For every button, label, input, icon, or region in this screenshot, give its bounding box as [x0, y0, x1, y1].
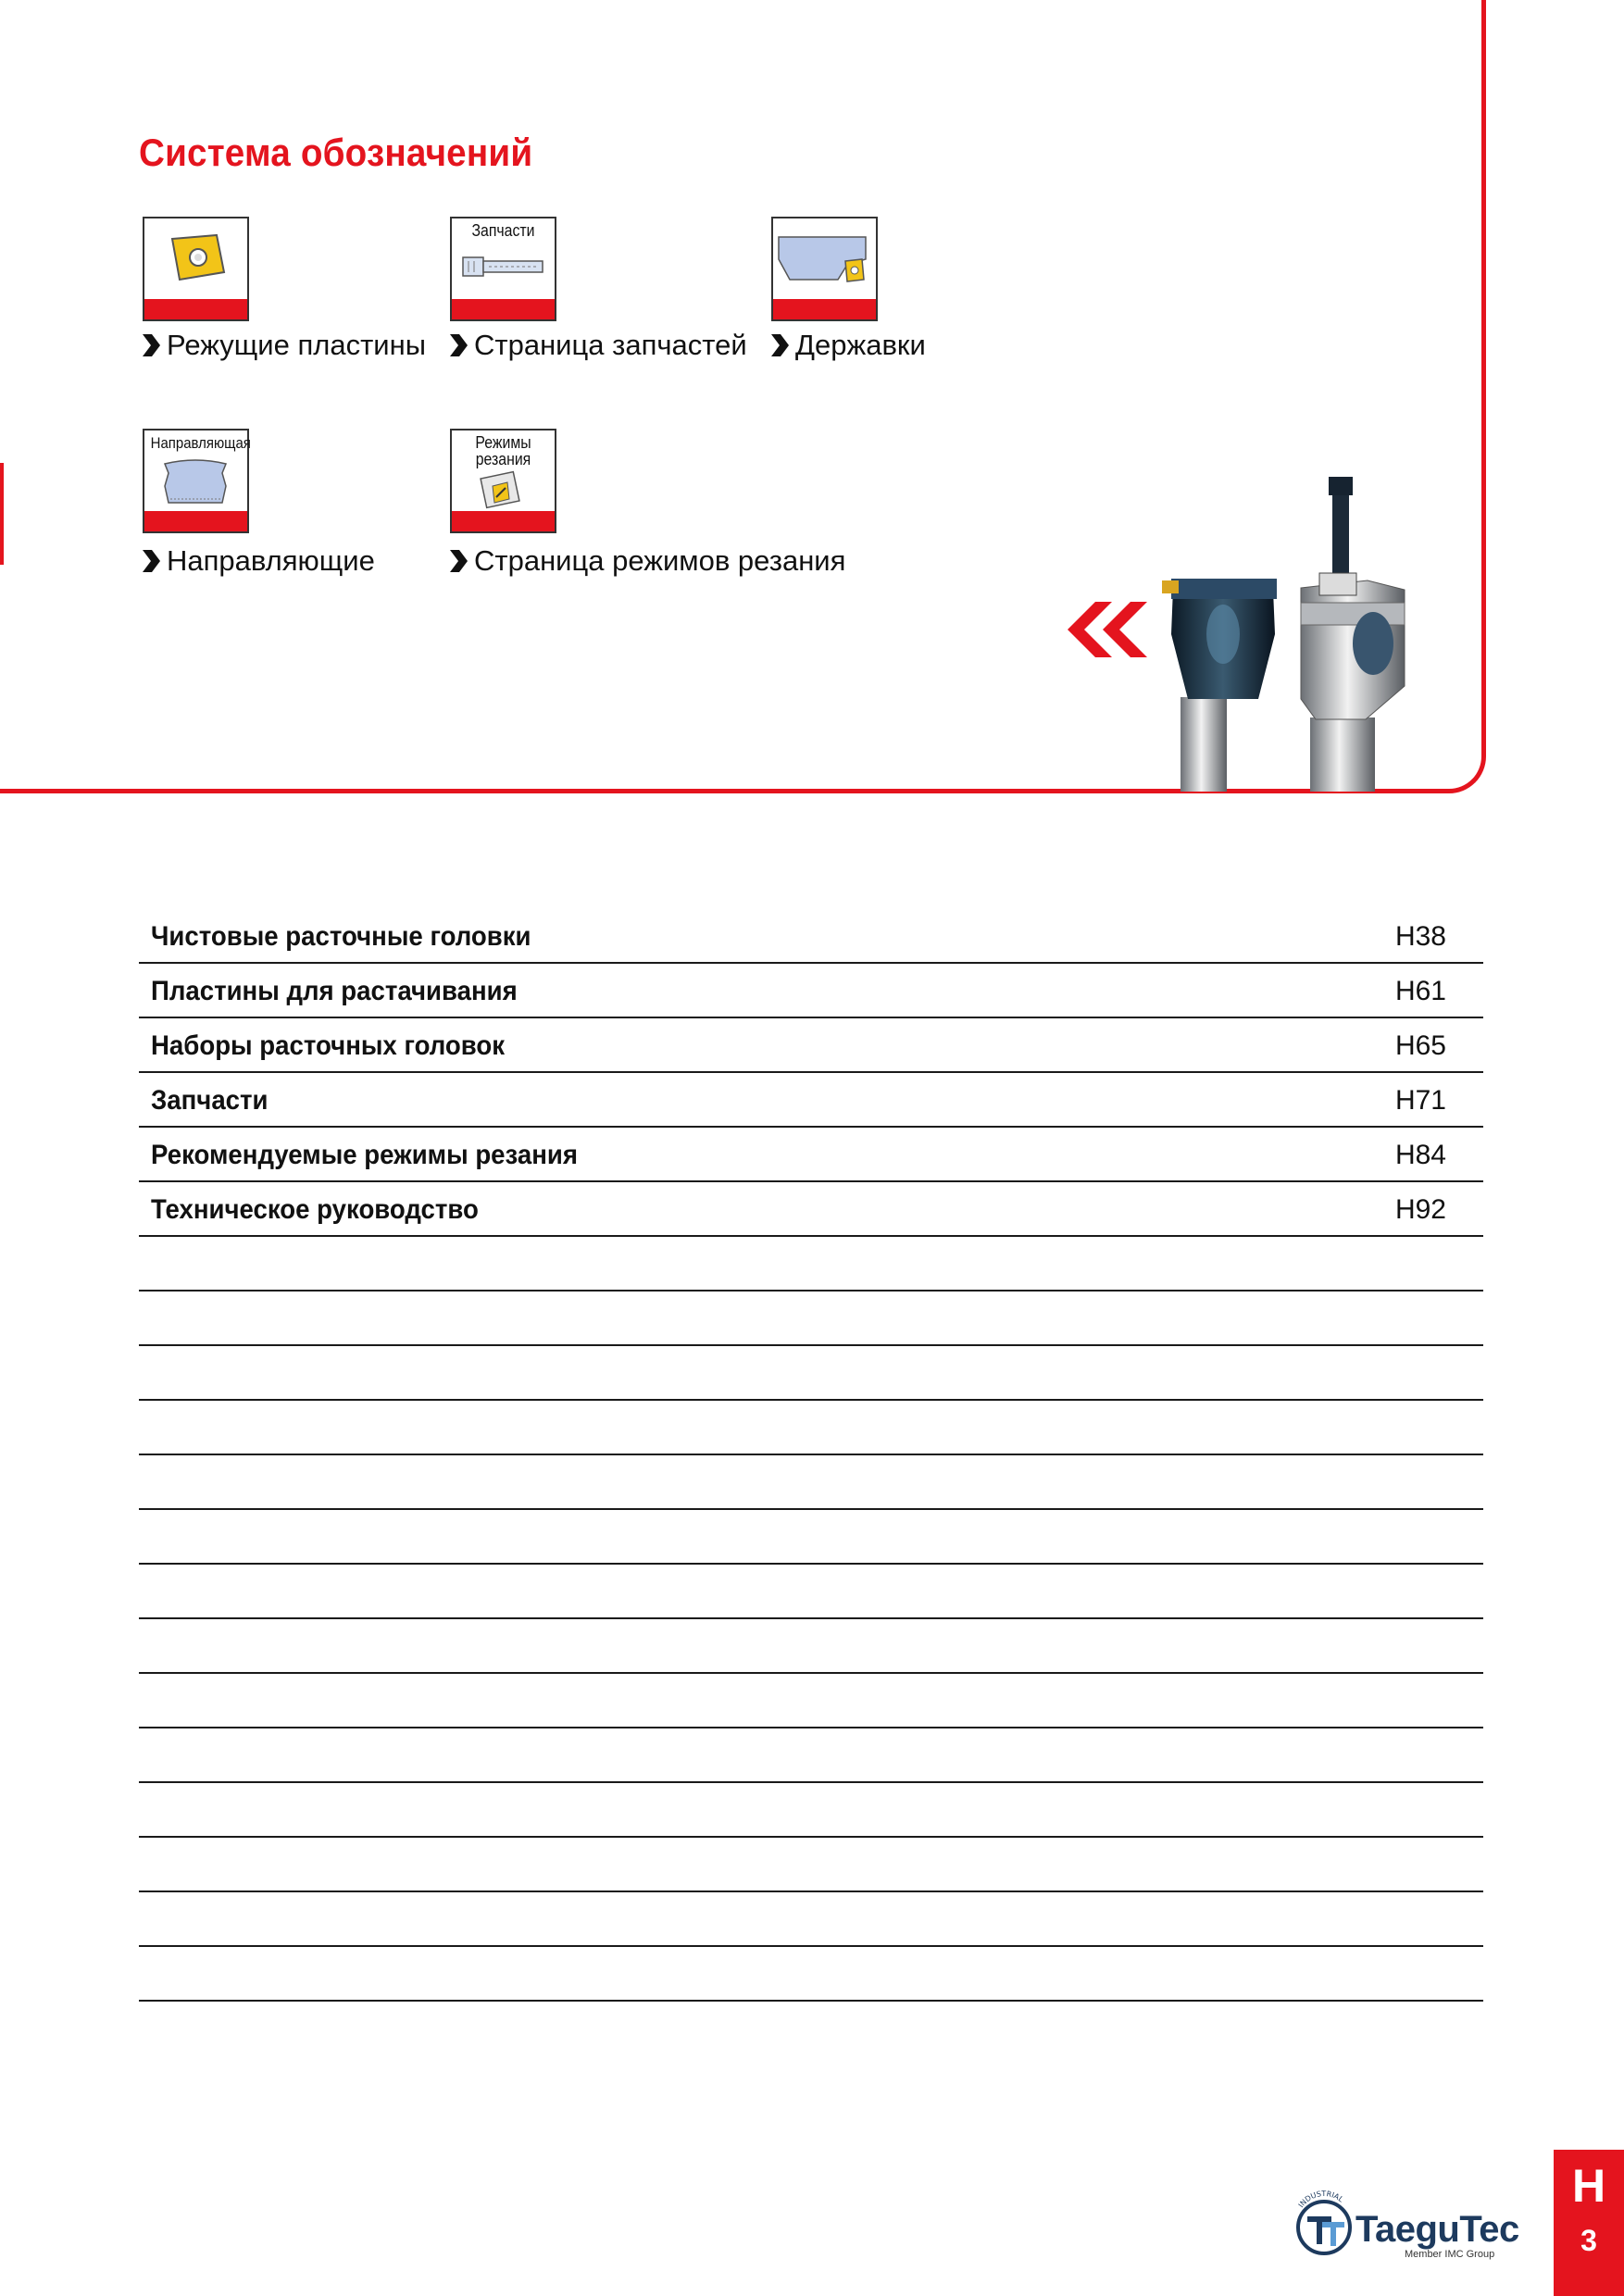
toc-row-page: H38: [1394, 921, 1446, 952]
toc-row-page: H84: [1394, 1140, 1446, 1170]
section-tab: [1554, 2150, 1624, 2296]
cutting-data-icon: [452, 430, 555, 512]
card-stripe: [452, 511, 555, 531]
card-stripe: [144, 299, 247, 319]
legend-item-label: Направляющие: [167, 544, 375, 577]
toc-empty-row: [139, 1401, 1483, 1455]
boring-head-product-image: [1162, 477, 1440, 792]
legend-item-label: Режущие пластины: [167, 329, 426, 361]
toc-empty-row: [139, 1619, 1483, 1674]
legend-item-guide-pads: [141, 544, 375, 578]
toc-row-title: Наборы расточных головок: [151, 1030, 506, 1061]
logo-tagline: Member IMC Group: [1405, 2249, 1495, 2260]
toc-empty-row: [139, 1728, 1483, 1783]
margin-marker: [0, 463, 4, 565]
toc-row[interactable]: [139, 964, 1483, 1018]
card-stripe: [144, 511, 247, 531]
toc-row-page: H61: [1394, 976, 1446, 1006]
insert-legend-card: [143, 217, 249, 321]
guide-pad-icon: [144, 430, 251, 512]
card-caption: Режимы резания: [475, 433, 531, 468]
spare-part-screw-icon: [452, 218, 555, 300]
toc-empty-row: [139, 1565, 1483, 1619]
logo-wordmark: TaeguTec: [1355, 2209, 1519, 2250]
chevron-right-icon: [448, 549, 468, 573]
legend-item-label: Державки: [795, 329, 926, 361]
toc-empty-row: [139, 1237, 1483, 1292]
toc-row[interactable]: [139, 1182, 1483, 1237]
chevron-right-icon: [141, 549, 161, 573]
card-stripe: [773, 299, 876, 319]
toc-empty-row: [139, 1510, 1483, 1565]
toc-row-page: H71: [1394, 1085, 1446, 1116]
toc-empty-row: [139, 1892, 1483, 1947]
legend-item-cutting-data: [448, 544, 845, 578]
toc-row-page: H65: [1394, 1030, 1446, 1061]
cutting-data-legend-card: [450, 429, 556, 533]
logo-arc-text: INDUSTRIAL: [1296, 2189, 1345, 2210]
toc-empty-row: [139, 1455, 1483, 1510]
toc-row-title: Техническое руководство: [151, 1194, 479, 1225]
toc-empty-row: [139, 1346, 1483, 1401]
toc-empty-row: [139, 1292, 1483, 1346]
toc-empty-row: [139, 1947, 1483, 2002]
chevron-right-icon: [448, 333, 468, 357]
table-of-contents: [139, 909, 1483, 2002]
toc-row-title: Запчасти: [151, 1085, 269, 1116]
page-number: 3: [1580, 2224, 1597, 2257]
card-caption: Запчасти: [471, 221, 535, 240]
section-letter: H: [1571, 2160, 1606, 2212]
toc-row-title: Пластины для растачивания: [151, 976, 518, 1006]
legend-title: Система обозначений: [139, 131, 533, 174]
legend-item-toolholders: [769, 329, 926, 362]
toolholder-legend-card: [771, 217, 878, 321]
toc-row[interactable]: [139, 1073, 1483, 1128]
toc-row[interactable]: [139, 1128, 1483, 1182]
guide-pad-legend-card: [143, 429, 249, 533]
toc-row-page: H92: [1394, 1194, 1446, 1225]
insert-icon: [144, 218, 247, 300]
card-caption: Направляющая: [150, 434, 251, 452]
taegutec-logo-icon: [1287, 2185, 1361, 2259]
toc-row[interactable]: [139, 909, 1483, 964]
legend-item-label: Страница режимов резания: [474, 544, 846, 577]
toc-row[interactable]: [139, 1018, 1483, 1073]
chevron-right-icon: [141, 333, 161, 357]
chevron-right-icon: [769, 333, 790, 357]
toc-row-title: Рекомендуемые режимы резания: [151, 1140, 578, 1170]
toc-empty-row: [139, 1838, 1483, 1892]
card-stripe: [452, 299, 555, 319]
legend-item-inserts: [141, 329, 426, 362]
toc-empty-row: [139, 1783, 1483, 1838]
toolholder-icon: [773, 218, 876, 300]
legend-item-label: Страница запчастей: [474, 329, 747, 361]
double-chevron-left-icon: [1068, 602, 1151, 657]
toc-empty-row: [139, 1674, 1483, 1728]
legend-item-spare-parts: [448, 329, 747, 362]
toc-row-title: Чистовые расточные головки: [151, 921, 531, 952]
spare-parts-legend-card: [450, 217, 556, 321]
